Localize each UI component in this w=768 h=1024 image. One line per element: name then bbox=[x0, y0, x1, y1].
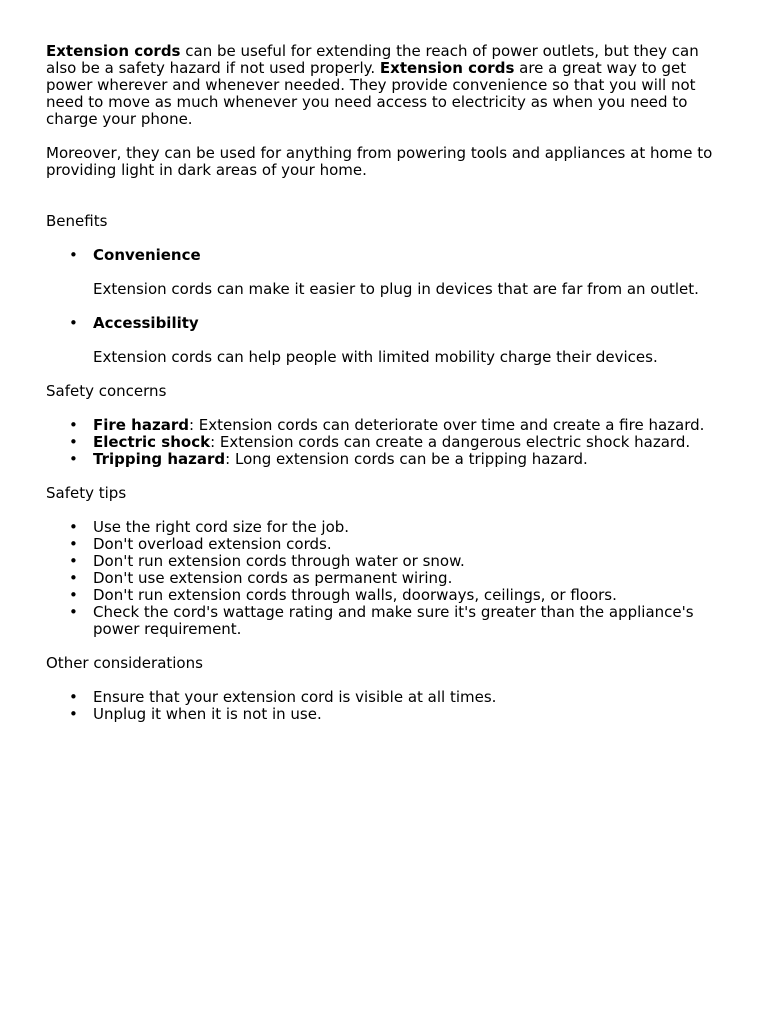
other-considerations-heading: Other considerations bbox=[46, 654, 203, 672]
bullet-icon: • bbox=[69, 450, 78, 468]
safety-concern-term: Tripping hazard bbox=[93, 450, 226, 468]
intro-paragraph-1 bbox=[46, 43, 728, 128]
safety-concern-text: : Long extension cords can be a tripping hazard. bbox=[225, 450, 588, 468]
consideration-item bbox=[69, 688, 728, 706]
safety-concern-item bbox=[69, 433, 728, 451]
safety-tip-text: Check the cord's wattage rating and make sure it's greater than the appliance's power requirement. bbox=[93, 603, 694, 638]
bullet-icon: • bbox=[69, 416, 78, 434]
safety-tip-text: Use the right cord size for the job. bbox=[93, 518, 350, 536]
safety-tip-item bbox=[69, 569, 728, 587]
safety-concerns-heading: Safety concerns bbox=[46, 382, 167, 400]
safety-tip-item bbox=[69, 603, 728, 638]
benefit-description: Extension cords can make it easier to plug in devices that are far from an outlet. bbox=[93, 280, 699, 298]
bullet-icon: • bbox=[69, 569, 78, 587]
bullet-icon: • bbox=[69, 518, 78, 536]
intro-text-2: are a great way to get power wherever and whenever needed. They provide convenience so that you will not need to move as much whenever you need access to electricity as when you need to charge your phone. bbox=[46, 59, 696, 128]
safety-tip-text: Don't run extension cords through water or snow. bbox=[93, 552, 465, 570]
bullet-icon: • bbox=[69, 688, 78, 706]
bullet-icon: • bbox=[69, 552, 78, 570]
intro-bold-term-1: Extension cords bbox=[46, 42, 181, 60]
safety-tips-heading: Safety tips bbox=[46, 484, 127, 502]
consideration-text: Unplug it when it is not in use. bbox=[93, 705, 322, 723]
intro-text-1: can be useful for extending the reach of power outlets, but they can also be a safety hazard if not used properly. bbox=[46, 42, 699, 77]
safety-concern-item bbox=[69, 450, 728, 468]
safety-tips-list bbox=[46, 519, 728, 638]
bullet-icon: • bbox=[69, 246, 78, 264]
benefit-title: Accessibility bbox=[93, 314, 199, 332]
safety-concern-text: : Extension cords can deteriorate over time and create a fire hazard. bbox=[188, 416, 705, 434]
bullet-icon: • bbox=[69, 705, 78, 723]
benefits-heading: Benefits bbox=[46, 212, 108, 230]
bullet-icon: • bbox=[69, 603, 78, 621]
bullet-icon: • bbox=[69, 535, 78, 553]
safety-concern-term: Fire hazard bbox=[93, 416, 189, 434]
safety-concern-item bbox=[69, 416, 728, 434]
bullet-icon: • bbox=[69, 314, 78, 332]
benefit-item bbox=[69, 314, 728, 366]
safety-tip-item bbox=[69, 535, 728, 553]
safety-concern-term: Electric shock bbox=[93, 433, 211, 451]
intro-paragraph-2: Moreover, they can be used for anything from powering tools and appliances at home to providing light in dark areas of your home. bbox=[46, 144, 713, 179]
safety-tip-item bbox=[69, 518, 728, 536]
benefit-item bbox=[69, 246, 728, 298]
safety-tip-text: Don't run extension cords through walls, doorways, ceilings, or floors. bbox=[93, 586, 617, 604]
other-considerations-list bbox=[46, 689, 728, 723]
benefit-title: Convenience bbox=[93, 246, 201, 264]
bullet-icon: • bbox=[69, 433, 78, 451]
safety-tip-item bbox=[69, 552, 728, 570]
consideration-item bbox=[69, 705, 728, 723]
safety-tip-text: Don't use extension cords as permanent wiring. bbox=[93, 569, 453, 587]
benefit-description: Extension cords can help people with limited mobility charge their devices. bbox=[93, 348, 658, 366]
safety-concerns-list bbox=[46, 417, 728, 468]
consideration-text: Ensure that your extension cord is visible at all times. bbox=[93, 688, 497, 706]
safety-concern-text: : Extension cords can create a dangerous electric shock hazard. bbox=[210, 433, 691, 451]
intro-bold-term-2: Extension cords bbox=[379, 59, 515, 77]
bullet-icon: • bbox=[69, 586, 78, 604]
benefits-list bbox=[46, 247, 728, 366]
safety-tip-item bbox=[69, 586, 728, 604]
safety-tip-text: Don't overload extension cords. bbox=[93, 535, 332, 553]
